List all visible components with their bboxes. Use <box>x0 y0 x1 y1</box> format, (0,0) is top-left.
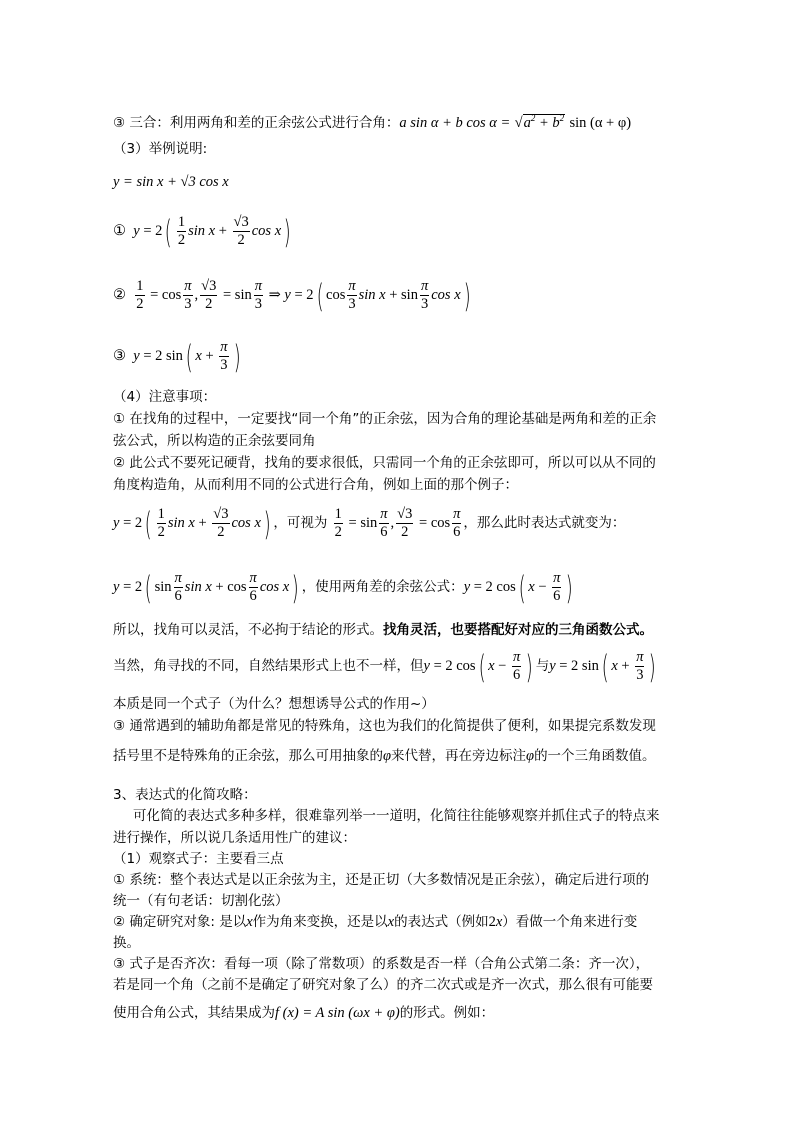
example-step-3: ③ y = 2 sin( x + $\frac{\pi}{3}$ ) <box>113 337 241 376</box>
note-2-transform-line: y = 2( sin $\frac{\pi}{6}$ sin x + cos $\frac{\pi}{6}$ cos x) ，使用两角差的余弦公式：y = 2 cos( x − $\frac{\pi}{6}$ ) <box>113 568 574 607</box>
essence-line: 本质是同一个式子（为什么？想想诱导公式的作用~） <box>113 696 435 712</box>
note-1-line-1: ① 在找角的过程中，一定要找“同一个角”的正余弦，因为合角的理论基础是两角和差的正余 <box>113 411 657 427</box>
observe-1-line-1: ① 系统：整个表达式是以正余弦为主，还是正切（大多数情况是正余弦），确定后进行项的 <box>113 872 650 888</box>
text: ）看做一个角来进行变 <box>502 914 638 930</box>
step-number: ② <box>113 287 126 303</box>
step-number: ① <box>113 223 126 239</box>
triple-merge-line <box>113 108 631 133</box>
observe-heading: （1）观察式子：主要看三点 <box>113 851 284 867</box>
section-notes: （4）注意事项： <box>113 389 217 405</box>
example-step-2: ② $\frac{1}{2}$ = cos $\frac{\pi}{3}$ , $\frac{√3}{2}$ = sin $\frac{\pi}{3}$ ⇒ y = 2( cos $\frac{\pi}{3}$ sin x + sin $\frac{\pi}{3}$ cos x) <box>113 276 471 315</box>
observe-3-line-2: 若是同一个角（之前不是确定了研究对象了么）的齐二次式或是齐一次式，那么很有可能要 <box>113 977 653 993</box>
comparison-line: 当然，角寻找的不同，自然结果形式上也不一样，但y = 2 cos( x − $\frac{\pi}{6}$ ) 与y = 2 sin( x + $\frac{\pi}{3}$ ) <box>113 647 657 686</box>
text: 当然，角寻找的不同，自然结果形式上也不一样，但 <box>113 658 424 674</box>
note-3-line-1: ③ 通常遇到的辅助角都是常见的特殊角，这也为我们的化简提供了便利，如果提完系数发现 <box>113 718 656 734</box>
text: ，可视为 <box>273 515 328 531</box>
observe-2-line-2: 换。 <box>113 935 140 951</box>
text: 作为角来变换，还是以 <box>252 914 388 930</box>
text: 的一个三角函数值。 <box>534 748 656 764</box>
text: 的形式。例如： <box>399 1005 495 1021</box>
section-3-para-1: 可化简的表达式多种多样，很难靠列举一一道明，化简往往能够观察并抓住式子的特点来 <box>133 808 660 824</box>
math-formula: f (x) = A sin (ωx + φ) <box>275 1005 400 1021</box>
section-3-para-2: 进行操作，所以说几条适用性广的建议： <box>113 830 356 846</box>
math-lhs: a sin α + b cos α = <box>399 114 511 131</box>
text: 来代替，再在旁边标注 <box>391 748 527 764</box>
text: 使用合角公式，其结果成为 <box>113 1005 275 1021</box>
note-1-line-2: 弦公式，所以构造的正余弦要同角 <box>113 433 316 449</box>
math-sqrt: $√a^2 + b^2$ <box>514 113 565 131</box>
observe-2-line-1: ② 确定研究对象: 是以x作为角来变换，还是以x的表达式（例如2x）看做一个角来进行变 <box>113 914 638 930</box>
text: 所以，找角可以灵活，不必拘于结论的形式。 <box>113 622 383 638</box>
step-number: ③ <box>113 348 126 364</box>
bold-text: 找角灵活，也要搭配好对应的三角函数公式。 <box>383 622 653 638</box>
section-3-heading: 3、表达式的化简攻略： <box>113 787 257 803</box>
text: ③ 三合：利用两角和差的正余弦公式进行合角： <box>113 114 400 131</box>
example-step-1: ① y = 2( $\frac{1}{2}$ sin x + $\frac{√3}{2}$ cos x) <box>113 212 291 251</box>
text: 与 <box>535 658 550 674</box>
note-2-formula-line: y = 2( $\frac{1}{2}$ sin x + $\frac{√3}{2}$ cos x) ，可视为 $\frac{1}{2}$ = sin $\frac{\pi}{6}$ , $\frac{√3}{2}$ = cos $\frac{\pi}{6}$ ，那么此时表达式就变为： <box>113 504 626 543</box>
section-example: （3）举例说明: <box>113 141 208 157</box>
observe-1-line-2: 统一（有句老话：切割化弦） <box>113 893 289 909</box>
math-rhs: sin (α + φ) <box>569 114 632 131</box>
text: ② 确定研究对象: 是以 <box>113 914 247 930</box>
text: 括号里不是特殊角的正余弦，那么可用抽象的 <box>113 748 383 764</box>
example-formula: y = sin x + √3 cos x <box>113 174 229 190</box>
text: ，那么此时表达式就变为： <box>463 515 626 531</box>
conclusion-line <box>113 620 653 640</box>
observe-3-line-3 <box>113 1003 494 1023</box>
text: 的表达式（例如 <box>394 914 489 930</box>
note-2-line-2: 角度构造角，从而利用不同的公式进行合角，例如上面的那个例子： <box>113 477 518 493</box>
note-2-line-1: ② 此公式不要死记硬背，找角的要求很低，只需同一个角的正余弦即可，所以可以从不同的 <box>113 455 656 471</box>
text: ，使用两角差的余弦公式： <box>301 579 464 595</box>
note-3-line-2: 括号里不是特殊角的正余弦，那么可用抽象的φ来代替，再在旁边标注φ的一个三角函数值。 <box>113 748 656 764</box>
observe-3-line-1: ③ 式子是否齐次：看每一项（除了常数项）的系数是否一样（合角公式第二条：齐一次）， <box>113 956 650 972</box>
